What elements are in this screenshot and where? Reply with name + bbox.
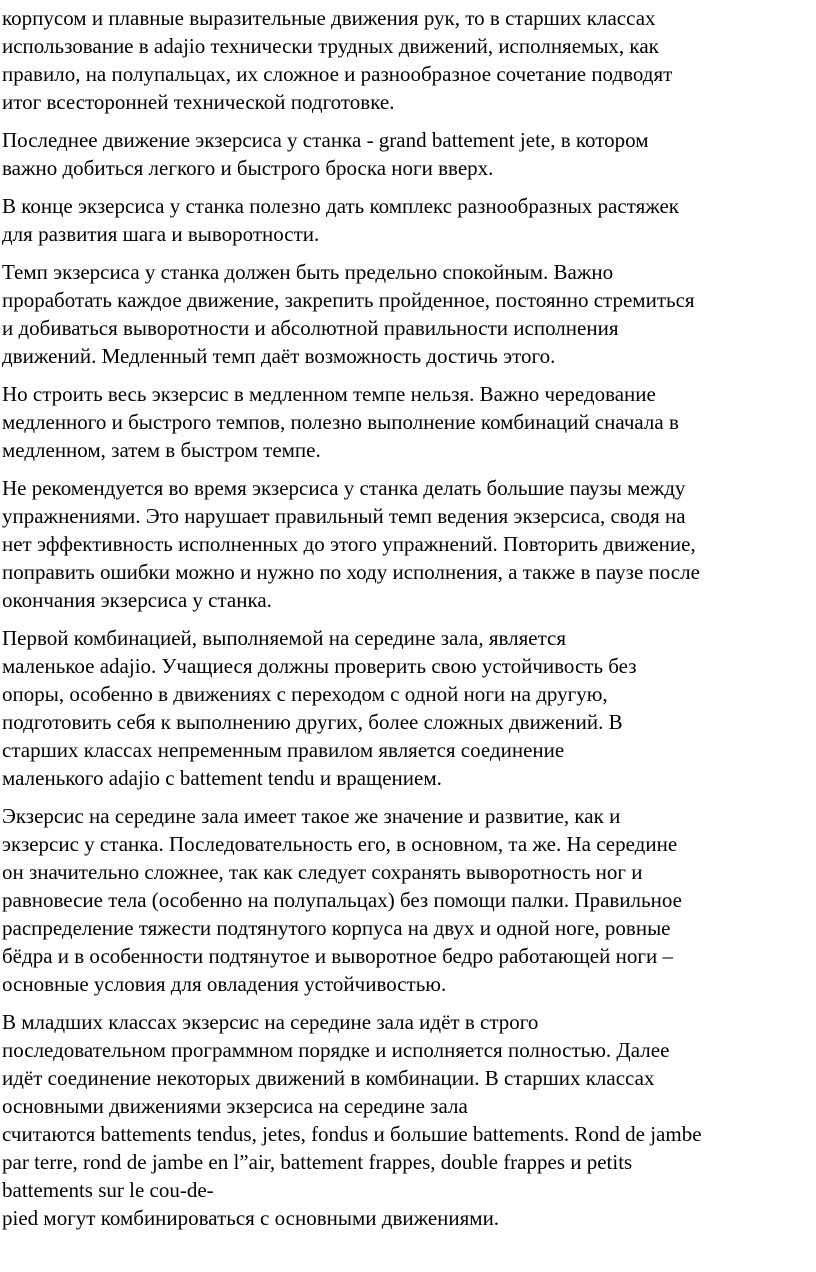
text-line: В младших классах экзерсис на середине зала идёт в строго [2, 1010, 539, 1034]
text-line: правило, на полупальцах, их сложное и разнообразное сочетание подводят [2, 62, 673, 86]
text-line: использование в adajio технически трудных движений, исполняемых, как [2, 34, 659, 58]
text-line: бёдра и в особенности подтянутое и выворотное бедро работающей ноги – [2, 944, 673, 968]
text-line: основными движениями экзерсиса на середине зала [2, 1094, 468, 1118]
text-line: равновесие тела (особенно на полупальцах) без помощи палки. Правильное [2, 888, 682, 912]
paragraph [2, 802, 816, 998]
text-line: В конце экзерсиса у станка полезно дать комплекс разнообразных растяжек [2, 194, 680, 218]
paragraph [2, 126, 816, 182]
text-line: поправить ошибки можно и нужно по ходу исполнения, а также в паузе после [2, 560, 700, 584]
text-line: старших классах непременным правилом является соединение [2, 738, 565, 762]
text-line: экзерсис у станка. Последовательность его, в основном, та же. На середине [2, 832, 678, 856]
text-line: основные условия для овладения устойчивостью. [2, 972, 447, 996]
paragraph [2, 474, 816, 614]
text-line: Не рекомендуется во время экзерсиса у станка делать большие паузы между [2, 476, 686, 500]
text-line: Последнее движение экзерсиса у станка - grand battement jete, в котором [2, 128, 649, 152]
text-line: battements sur le cou-de- [2, 1178, 214, 1202]
text-line: медленного и быстрого темпов, полезно выполнение комбинаций сначала в [2, 410, 679, 434]
paragraph [2, 380, 816, 464]
text-line: и добиваться выворотности и абсолютной правильности исполнения [2, 316, 619, 340]
text-line: для развития шага и выворотности. [2, 222, 320, 246]
text-line: корпусом и плавные выразительные движения рук, то в старших классах [2, 6, 656, 30]
text-line: подготовить себя к выполнению других, более сложных движений. В [2, 710, 623, 734]
text-line: распределение тяжести подтянутого корпуса на двух и одной ноге, ровные [2, 916, 671, 940]
text-line: считаются battements tendus, jetes, fondus и большие battements. Rond de jambe [2, 1122, 702, 1146]
paragraph [2, 192, 816, 248]
paragraph [2, 1008, 816, 1232]
text-line: последовательном программном порядке и исполняется полностью. Далее [2, 1038, 670, 1062]
paragraph [2, 258, 816, 370]
text-line: проработать каждое движение, закрепить пройденное, постоянно стремиться [2, 288, 695, 312]
paragraph [2, 624, 816, 792]
text-line: маленькое adajio. Учащиеся должны проверить свою устойчивость без [2, 654, 637, 678]
text-line: Но строить весь экзерсис в медленном темпе нельзя. Важно чередование [2, 382, 656, 406]
text-line: идёт соединение некоторых движений в комбинации. В старших классах [2, 1066, 655, 1090]
text-line: Темп экзерсиса у станка должен быть предельно спокойным. Важно [2, 260, 614, 284]
text-line: движений. Медленный темп даёт возможность достичь этого. [2, 344, 556, 368]
text-line: нет эффективность исполненных до этого упражнений. Повторить движение, [2, 532, 696, 556]
text-line: Первой комбинацией, выполняемой на середине зала, является [2, 626, 567, 650]
text-line: опоры, особенно в движениях с переходом с одной ноги на другую, [2, 682, 608, 706]
text-line: окончания экзерсиса у станка. [2, 588, 272, 612]
text-line: par terre, rond de jambe en l”air, battement frappes, double frappes и petits [2, 1150, 633, 1174]
text-line: упражнениями. Это нарушает правильный темп ведения экзерсиса, сводя на [2, 504, 686, 528]
text-line: медленном, затем в быстром темпе. [2, 438, 321, 462]
text-line: Экзерсис на середине зала имеет такое же значение и развитие, как и [2, 804, 621, 828]
text-line: маленького adajio с battement tendu и вращением. [2, 766, 442, 790]
text-line: итог всесторонней технической подготовке. [2, 90, 395, 114]
text-line: pied могут комбинироваться с основными движениями. [2, 1206, 500, 1230]
paragraph [2, 4, 816, 116]
text-line: он значительно сложнее, так как следует сохранять выворотность ног и [2, 860, 643, 884]
text-line: важно добиться легкого и быстрого броска ноги вверх. [2, 156, 494, 180]
